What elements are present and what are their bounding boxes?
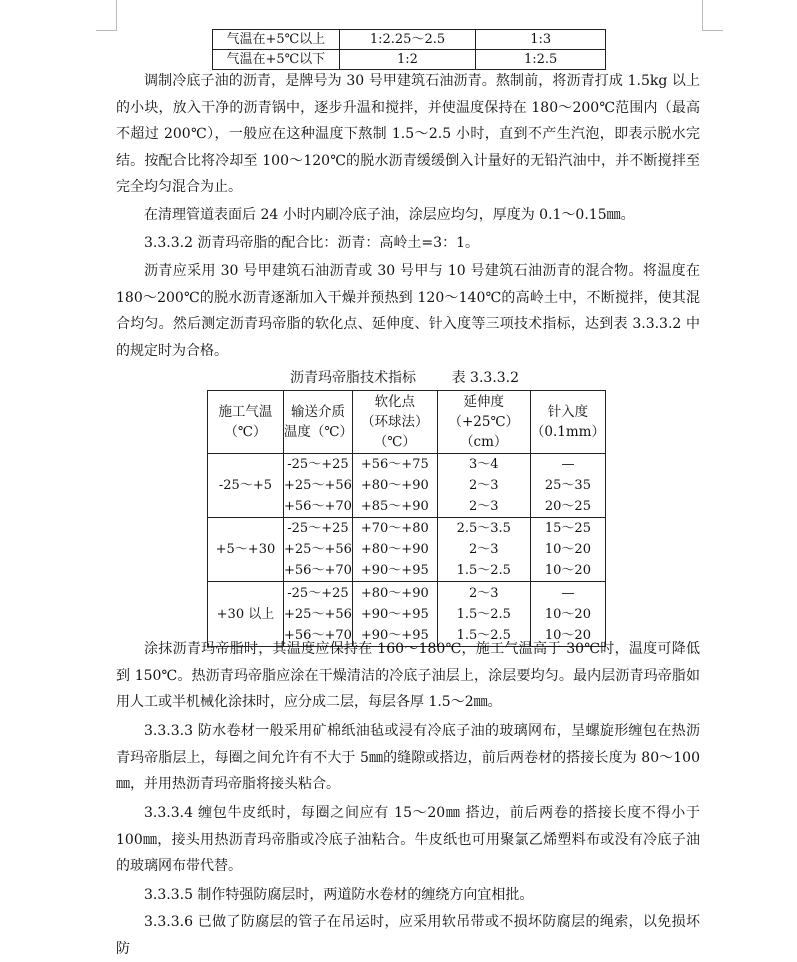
cell-line: 2～3 — [468, 499, 499, 514]
cell-line: 1.5～2.5 — [456, 606, 511, 622]
paragraph-primer-prep: 调制冷底子油的沥青，是牌号为 30 号甲建筑石油沥青。熬制前，将沥青打成 1.5kg 以上的小块，放入干净的沥青锅中，逐步升温和搅拌，并使温度保持在 180～200℃范围内（最高不超过 200℃），一般应在这种温度下熬制 1.5～2.5 小时，直到不产生汽泡，即表示脱水完结。按配合比将冷却至 100～120℃的脱水沥青缓缓倒入计量好的无铅汽油中，并不断搅拌至完全均匀混合为止。 — [116, 73, 700, 195]
cell-line: -25～+25 — [287, 585, 349, 601]
temp-range-cell: -25～+5 — [208, 454, 284, 518]
cell-line: — — [561, 457, 575, 472]
table-row — [208, 518, 606, 582]
cell-line: +90～+95 — [360, 627, 429, 643]
cell-line: 1.5～2.5 — [456, 627, 511, 643]
table-cell — [353, 518, 438, 582]
cell-line: — — [561, 585, 575, 601]
mastic-spec-table — [207, 390, 606, 647]
header-medium-temp: 输送介质 温度（℃） — [283, 391, 352, 454]
cell-line: 1.5～2.5 — [456, 563, 511, 578]
cell-line: +56～+70 — [284, 627, 352, 643]
cell-line: +56～+70 — [284, 499, 352, 514]
paragraph-3-3-3-3: 3.3.3.3 防水卷材一般采用矿棉纸油毡或浸有冷底子油的玻璃网布，呈螺旋形缠包在热沥青玛帝脂层上，每圈之间允许有不大于 5㎜的缝隙或搭边，前后两卷材的搭接长度为 80～100㎜，并用热沥青玛帝脂将接头粘合。 — [116, 723, 700, 792]
table-caption: 沥青玛帝脂技术指标 表 3.3.3.2 — [290, 370, 520, 386]
paragraph-mastic-apply: 涂抹沥青玛帝脂时，其温度应保持在 160～180℃，施工气温高于 30℃时，温度可降低到 150℃。热沥青玛帝脂应涂在干燥清洁的冷底子油层上，涂层要均匀。最内层沥青玛帝脂如用人工或半机械化涂抹时，应分成二层，每层各厚 1.5～2㎜。 — [116, 641, 700, 710]
cell-line: 15～25 — [544, 521, 591, 536]
section-heading-3-3-3-2: 3.3.3.2 沥青玛帝脂的配合比：沥青：高岭土=3：1。 — [144, 235, 479, 251]
table-cell: 1:2.5 — [476, 50, 606, 70]
cell-line: 10～20 — [544, 606, 591, 622]
cell-line: 2.5～3.5 — [456, 521, 511, 536]
cell-line: +25～+56 — [284, 606, 352, 622]
cell-line: 2～3 — [468, 542, 499, 557]
table-row — [213, 50, 606, 70]
header-softening-point: 软化点 （环球法） （℃） — [353, 391, 438, 454]
cell-line: +56～+75 — [360, 457, 429, 472]
header-penetration: 针入度 （0.1mm） — [530, 391, 605, 454]
table-cell — [530, 454, 605, 518]
cell-line: 10～20 — [544, 627, 591, 643]
cell-line: +25～+56 — [284, 478, 352, 493]
cell-line: +90～+95 — [360, 606, 429, 622]
cell-line: +80～+90 — [360, 478, 429, 493]
table-cell — [437, 518, 530, 582]
paragraph-3-3-3-6: 3.3.3.6 已做了防腐层的管子在吊运时，应采用软吊带或不损坏防腐层的绳索，以免损坏防 — [116, 914, 700, 957]
cell-line: 10～20 — [544, 542, 591, 557]
page-corner-mark-right — [702, 0, 723, 31]
cell-line: +70～+80 — [360, 521, 429, 536]
cell-line: 10～20 — [544, 563, 591, 578]
temp-range-cell: +5～+30 — [208, 518, 284, 582]
table-cell — [353, 454, 438, 518]
cell-line: 2～3 — [468, 478, 499, 493]
table-header-row — [208, 391, 606, 454]
table-cell: 1:2 — [339, 50, 476, 70]
cell-line: 2～3 — [468, 585, 499, 601]
cell-line: -25～+25 — [287, 457, 349, 472]
table-cell — [437, 454, 530, 518]
cell-line: +85～+90 — [360, 499, 429, 514]
header-construction-temp: 施工气温 （℃） — [208, 391, 284, 454]
table-cell: 气温在+5℃以下 — [213, 50, 340, 70]
cell-line: 3～4 — [468, 457, 499, 472]
cell-line: +90～+95 — [360, 563, 429, 578]
temp-range-cell: +30 以上 — [208, 582, 284, 647]
table-cell — [283, 454, 352, 518]
cell-line: +56～+70 — [284, 563, 352, 578]
cell-line: -25～+25 — [287, 521, 349, 536]
cell-line: +80～+90 — [360, 542, 429, 557]
paragraph-3-3-3-4: 3.3.3.4 缠包牛皮纸时，每圈之间应有 15～20㎜ 搭边，前后两卷的搭接长度不得小于 100㎜，接头用热沥青玛帝脂或冷底子油粘合。牛皮纸也可用聚氯乙烯塑料布或没有冷底子油的玻璃网布带代替。 — [116, 805, 700, 874]
cell-line: 20～25 — [544, 499, 591, 514]
paragraph-3-3-3-5: 3.3.3.5 制作特强防腐层时，两道防水卷材的缠绕方向宜相批。 — [144, 887, 534, 903]
table-cell: 1:3 — [476, 30, 606, 50]
mix-ratio-table — [212, 29, 606, 70]
table-cell: 气温在+5℃以上 — [213, 30, 340, 50]
table-cell — [283, 518, 352, 582]
cell-line: 25～35 — [544, 478, 591, 493]
cell-line: +80～+90 — [360, 585, 429, 601]
table-row — [213, 30, 606, 50]
paragraph-mastic-prep: 沥青应采用 30 号甲建筑石油沥青或 30 号甲与 10 号建筑石油沥青的混合物。将温度在 180～200℃的脱水沥青逐渐加入干燥并预热到 120～140℃的高岭土中，不断搅拌，使其混合均匀。然后测定沥青玛帝脂的软化点、延伸度、针入度等三项技术指标，达到表 3.3.3.2 中的规定时为合格。 — [116, 263, 700, 359]
page-corner-mark-left — [96, 0, 117, 31]
paragraph-primer-apply: 在清理管道表面后 24 小时内刷冷底子油，涂层应均匀，厚度为 0.1～0.15㎜。 — [144, 207, 635, 223]
header-ductility: 延伸度 （+25℃） （cm） — [437, 391, 530, 454]
table-cell — [530, 518, 605, 582]
table-cell: 1:2.25～2.5 — [339, 30, 476, 50]
table-row — [208, 454, 606, 518]
cell-line: +25～+56 — [284, 542, 352, 557]
